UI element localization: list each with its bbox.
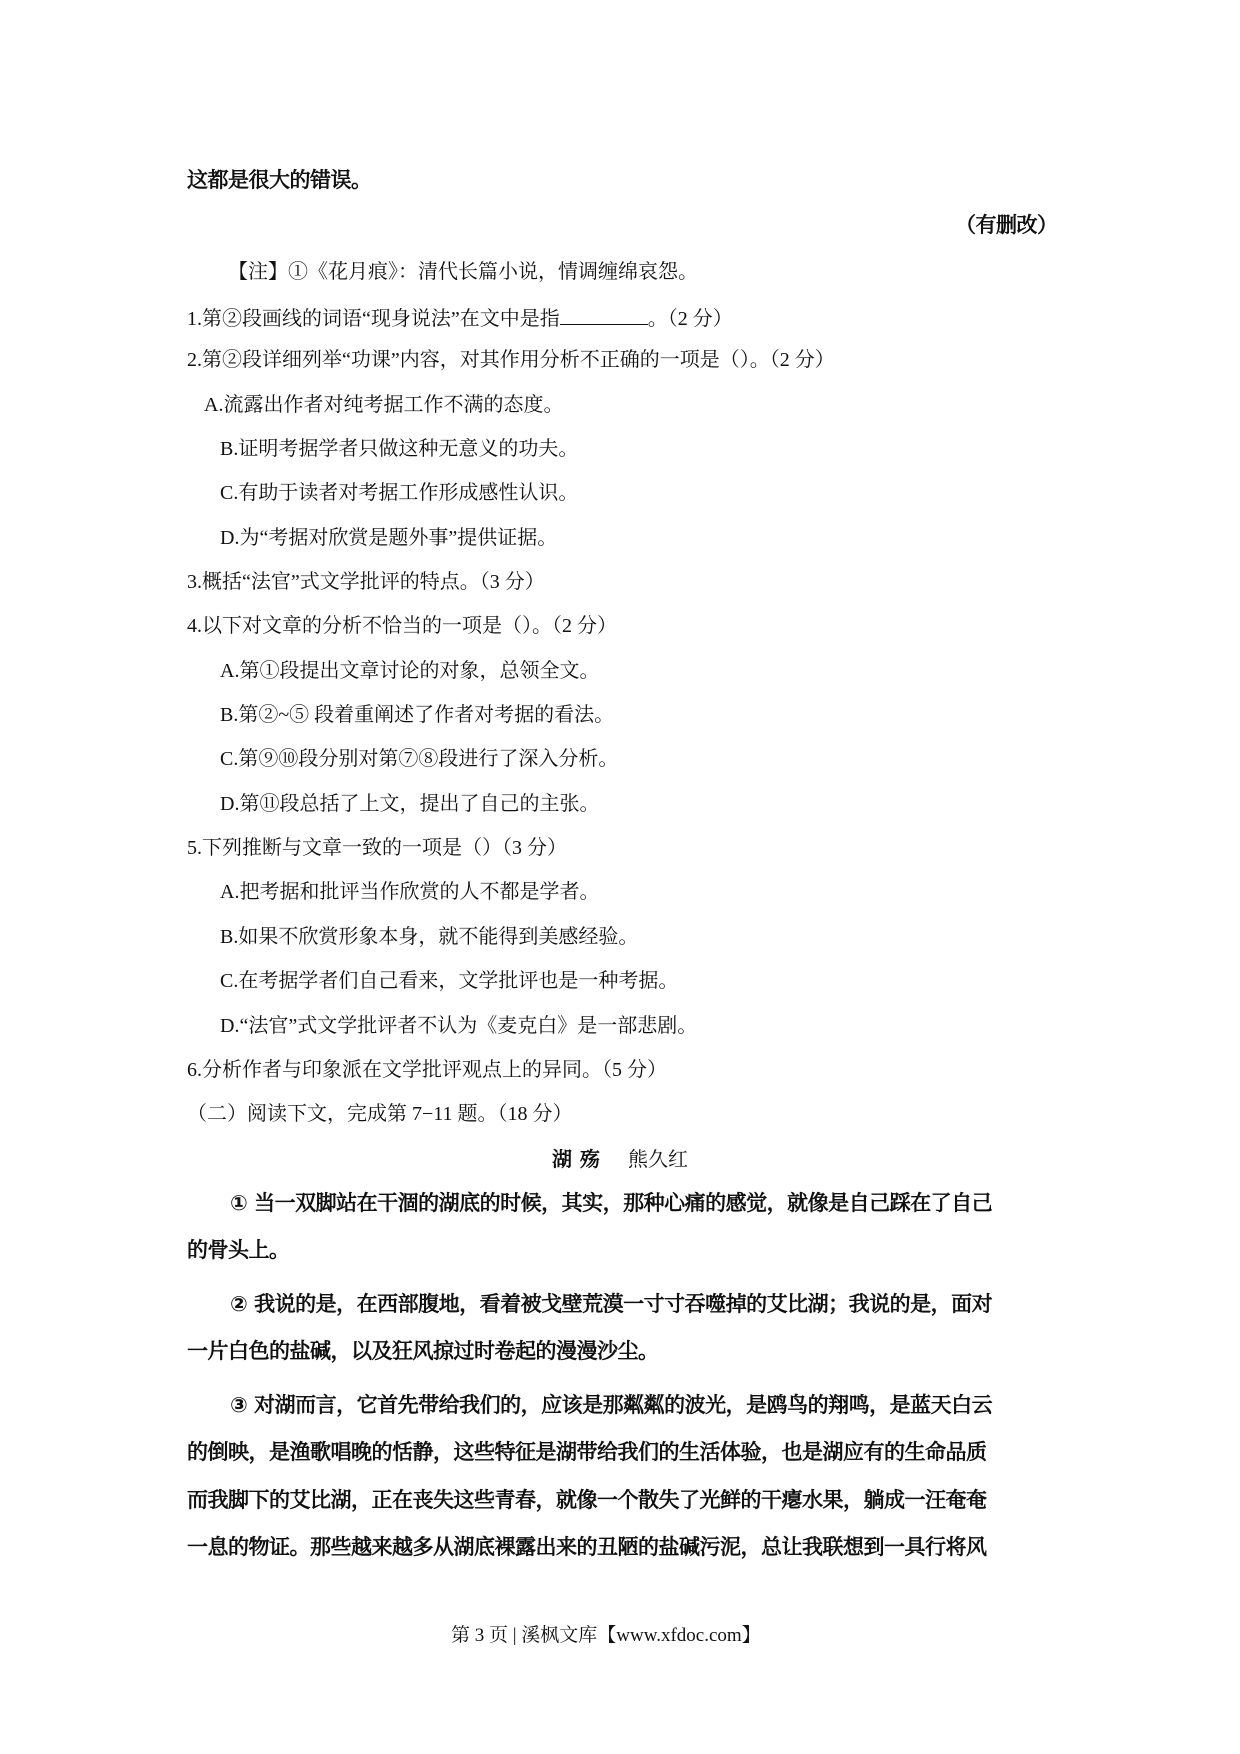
option-d: D.“法官”式文学批评者不认为《麦克白》是一部悲剧。 (220, 1015, 698, 1037)
article-paragraph-line: 的倒映，是渔歌唱晚的恬静，这些特征是湖带给我们的生活体验，也是湖应有的生命品质 (187, 1440, 987, 1464)
question-6: 6.分析作者与印象派在文学批评观点上的异同。（5 分） (187, 1059, 667, 1081)
option-b: B.证明考据学者只做这种无意义的功夫。 (220, 438, 579, 460)
article-author: 熊久红 (628, 1149, 688, 1171)
article-paragraph-line: 的骨头上。 (187, 1238, 290, 1262)
article-paragraph-line: ③ 对湖而言，它首先带给我们的，应该是那粼粼的波光，是鸥鸟的翔鸣，是蓝天白云 (230, 1393, 993, 1417)
article-paragraph-line: 而我脚下的艾比湖，正在丧失这些青春，就像一个散失了光鲜的干瘪水果，躺成一汪奄奄 (187, 1488, 987, 1512)
option-c: C.在考据学者们自己看来，文学批评也是一种考据。 (220, 970, 679, 992)
option-a: A.把考据和批评当作欣赏的人不都是学者。 (220, 881, 600, 903)
question-3: 3.概括“法官”式文学批评的特点。（3 分） (187, 571, 545, 593)
question-4: 4.以下对文章的分析不恰当的一项是（）。（2 分） (187, 615, 617, 637)
body-text-line: 这都是很大的错误。 (187, 168, 372, 192)
question-5: 5.下列推断与文章一致的一项是（）（3 分） (187, 837, 567, 859)
question-1-text: 1.第②段画线的词语“现身说法”在文中是指 (187, 308, 560, 330)
article-paragraph-line: 一息的物证。那些越来越多从湖底裸露出来的丑陋的盐碱污泥，总让我联想到一具行将风 (187, 1535, 987, 1559)
option-b: B.第②~⑤ 段着重阐述了作者对考据的看法。 (220, 704, 615, 726)
option-d: D.为“考据对欣赏是题外事”提供证据。 (220, 527, 558, 549)
article-paragraph-line: ② 我说的是，在西部腹地，看着被戈壁荒漠一寸寸吞噬掉的艾比湖；我说的是，面对 (230, 1292, 993, 1316)
footnote: 【注】①《花月痕》：清代长篇小说，情调缠绵哀怨。 (228, 261, 698, 283)
question-1 (187, 306, 733, 329)
article-paragraph-line: 一片白色的盐碱，以及狂风掠过时卷起的漫漫沙尘。 (187, 1339, 659, 1363)
option-a: A.流露出作者对纯考据工作不满的态度。 (204, 394, 564, 416)
option-b: B.如果不欣赏形象本身，就不能得到美感经验。 (220, 926, 639, 948)
option-a: A.第①段提出文章讨论的对象，总领全文。 (220, 660, 600, 682)
article-paragraph-line: ① 当一双脚站在干涸的湖底的时候，其实，那种心痛的感觉，就像是自己踩在了自己 (230, 1191, 993, 1215)
option-d: D.第⑪段总括了上文，提出了自己的主张。 (220, 793, 600, 815)
article-title: 湖殇 (552, 1147, 608, 1171)
article-header (552, 1149, 688, 1170)
page-footer: 第 3 页 | 溪枫文库【www.xfdoc.com】 (451, 1625, 761, 1646)
option-c: C.第⑨⑩段分别对第⑦⑧段进行了深入分析。 (220, 748, 619, 770)
section-heading: （二）阅读下文，完成第 7−11 题。（18 分） (187, 1103, 573, 1125)
question-2: 2.第②段详细列举“功课”内容，对其作用分析不正确的一项是（）。（2 分） (187, 349, 835, 371)
option-c: C.有助于读者对考据工作形成感性认识。 (220, 482, 579, 504)
source-note: （有删改） (955, 213, 1058, 237)
question-1-score: 。（2 分） (647, 308, 733, 330)
answer-blank (560, 306, 648, 325)
